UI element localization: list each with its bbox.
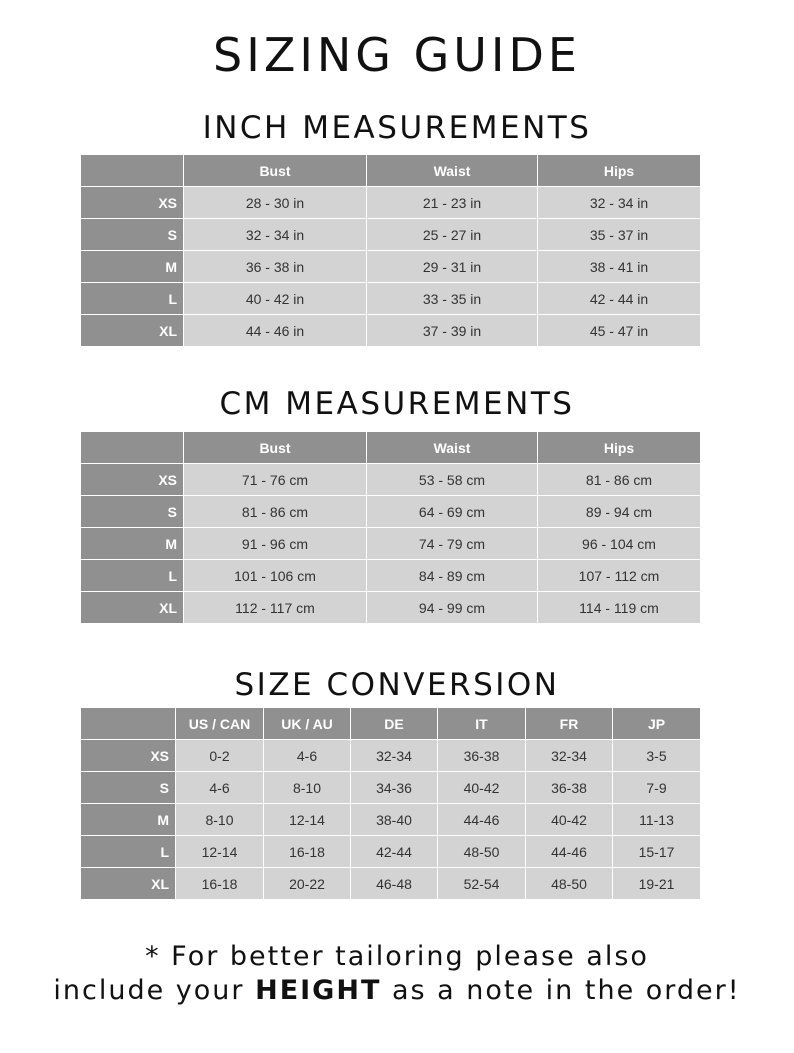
column-header: IT	[438, 708, 526, 740]
size-label: XS	[81, 187, 184, 219]
table-row	[81, 283, 701, 315]
table-cell: 7-9	[613, 772, 701, 804]
table-cell: 16-18	[176, 868, 264, 900]
table-cell: 32 - 34 in	[184, 219, 367, 251]
corner-cell	[81, 432, 184, 464]
table-row	[81, 560, 701, 592]
table-cell: 107 - 112 cm	[538, 560, 701, 592]
note-line-2-pre: include your	[53, 975, 256, 1006]
page-title: SIZING GUIDE	[213, 28, 581, 82]
table-cell: 40-42	[438, 772, 526, 804]
table-cell: 48-50	[438, 836, 526, 868]
table-row	[81, 836, 701, 868]
size-label: M	[81, 251, 184, 283]
table-cell: 12-14	[264, 804, 351, 836]
table-header-row	[81, 155, 701, 187]
table-cell: 4-6	[264, 740, 351, 772]
size-label: S	[81, 219, 184, 251]
size-label: M	[81, 528, 184, 560]
table-cell: 8-10	[176, 804, 264, 836]
table-row	[81, 740, 701, 772]
size-label: S	[81, 496, 184, 528]
column-header: Waist	[367, 155, 538, 187]
size-label: M	[81, 804, 176, 836]
table-cell: 71 - 76 cm	[184, 464, 367, 496]
column-header: JP	[613, 708, 701, 740]
table-cell: 21 - 23 in	[367, 187, 538, 219]
column-header: Hips	[538, 432, 701, 464]
column-header: Waist	[367, 432, 538, 464]
size-label: XL	[81, 315, 184, 347]
column-header: UK / AU	[264, 708, 351, 740]
table-cell: 42 - 44 in	[538, 283, 701, 315]
table-cell: 52-54	[438, 868, 526, 900]
cm-measurements-table	[80, 431, 701, 624]
table-row	[81, 772, 701, 804]
cm-section-title: CM MEASUREMENTS	[219, 386, 575, 422]
table-cell: 32-34	[351, 740, 438, 772]
note-line-1: * For better tailoring please also	[145, 941, 649, 972]
size-label: XS	[81, 740, 176, 772]
table-cell: 11-13	[613, 804, 701, 836]
size-conversion-table	[80, 707, 701, 900]
table-cell: 16-18	[264, 836, 351, 868]
table-cell: 42-44	[351, 836, 438, 868]
corner-cell	[81, 155, 184, 187]
conversion-section-title: SIZE CONVERSION	[234, 667, 560, 703]
table-row	[81, 804, 701, 836]
inch-measurements-table	[80, 154, 701, 347]
tailoring-note	[0, 940, 794, 1008]
table-cell: 35 - 37 in	[538, 219, 701, 251]
table-cell: 38 - 41 in	[538, 251, 701, 283]
table-cell: 33 - 35 in	[367, 283, 538, 315]
table-cell: 91 - 96 cm	[184, 528, 367, 560]
corner-cell	[81, 708, 176, 740]
table-cell: 8-10	[264, 772, 351, 804]
table-cell: 44 - 46 in	[184, 315, 367, 347]
table-cell: 45 - 47 in	[538, 315, 701, 347]
size-label: L	[81, 283, 184, 315]
size-label: S	[81, 772, 176, 804]
table-cell: 96 - 104 cm	[538, 528, 701, 560]
table-cell: 46-48	[351, 868, 438, 900]
table-row	[81, 219, 701, 251]
size-label: XS	[81, 464, 184, 496]
table-cell: 114 - 119 cm	[538, 592, 701, 624]
inch-section-title: INCH MEASUREMENTS	[202, 110, 592, 146]
table-cell: 81 - 86 cm	[184, 496, 367, 528]
size-label: L	[81, 836, 176, 868]
table-cell: 34-36	[351, 772, 438, 804]
table-cell: 112 - 117 cm	[184, 592, 367, 624]
table-cell: 29 - 31 in	[367, 251, 538, 283]
table-cell: 15-17	[613, 836, 701, 868]
table-cell: 0-2	[176, 740, 264, 772]
table-row	[81, 868, 701, 900]
table-cell: 3-5	[613, 740, 701, 772]
note-height-emphasis: HEIGHT	[255, 975, 382, 1006]
table-cell: 40 - 42 in	[184, 283, 367, 315]
table-cell: 64 - 69 cm	[367, 496, 538, 528]
table-cell: 4-6	[176, 772, 264, 804]
table-cell: 40-42	[526, 804, 613, 836]
table-cell: 94 - 99 cm	[367, 592, 538, 624]
size-label: L	[81, 560, 184, 592]
table-cell: 37 - 39 in	[367, 315, 538, 347]
table-cell: 36 - 38 in	[184, 251, 367, 283]
table-row	[81, 528, 701, 560]
table-cell: 81 - 86 cm	[538, 464, 701, 496]
table-cell: 38-40	[351, 804, 438, 836]
table-cell: 84 - 89 cm	[367, 560, 538, 592]
column-header: Bust	[184, 155, 367, 187]
note-line-2-post: as a note in the order!	[381, 975, 741, 1006]
table-row	[81, 464, 701, 496]
table-cell: 48-50	[526, 868, 613, 900]
column-header: US / CAN	[176, 708, 264, 740]
table-row	[81, 315, 701, 347]
table-cell: 12-14	[176, 836, 264, 868]
table-cell: 20-22	[264, 868, 351, 900]
table-cell: 44-46	[438, 804, 526, 836]
table-row	[81, 187, 701, 219]
column-header: DE	[351, 708, 438, 740]
table-cell: 28 - 30 in	[184, 187, 367, 219]
table-row	[81, 592, 701, 624]
column-header: Hips	[538, 155, 701, 187]
table-header-row	[81, 432, 701, 464]
table-cell: 74 - 79 cm	[367, 528, 538, 560]
table-cell: 89 - 94 cm	[538, 496, 701, 528]
table-cell: 32 - 34 in	[538, 187, 701, 219]
size-label: XL	[81, 868, 176, 900]
table-cell: 25 - 27 in	[367, 219, 538, 251]
column-header: Bust	[184, 432, 367, 464]
table-cell: 101 - 106 cm	[184, 560, 367, 592]
table-header-row	[81, 708, 701, 740]
size-label: XL	[81, 592, 184, 624]
column-header: FR	[526, 708, 613, 740]
table-cell: 36-38	[526, 772, 613, 804]
table-row	[81, 496, 701, 528]
table-cell: 36-38	[438, 740, 526, 772]
table-row	[81, 251, 701, 283]
table-cell: 19-21	[613, 868, 701, 900]
table-cell: 44-46	[526, 836, 613, 868]
table-cell: 53 - 58 cm	[367, 464, 538, 496]
table-cell: 32-34	[526, 740, 613, 772]
